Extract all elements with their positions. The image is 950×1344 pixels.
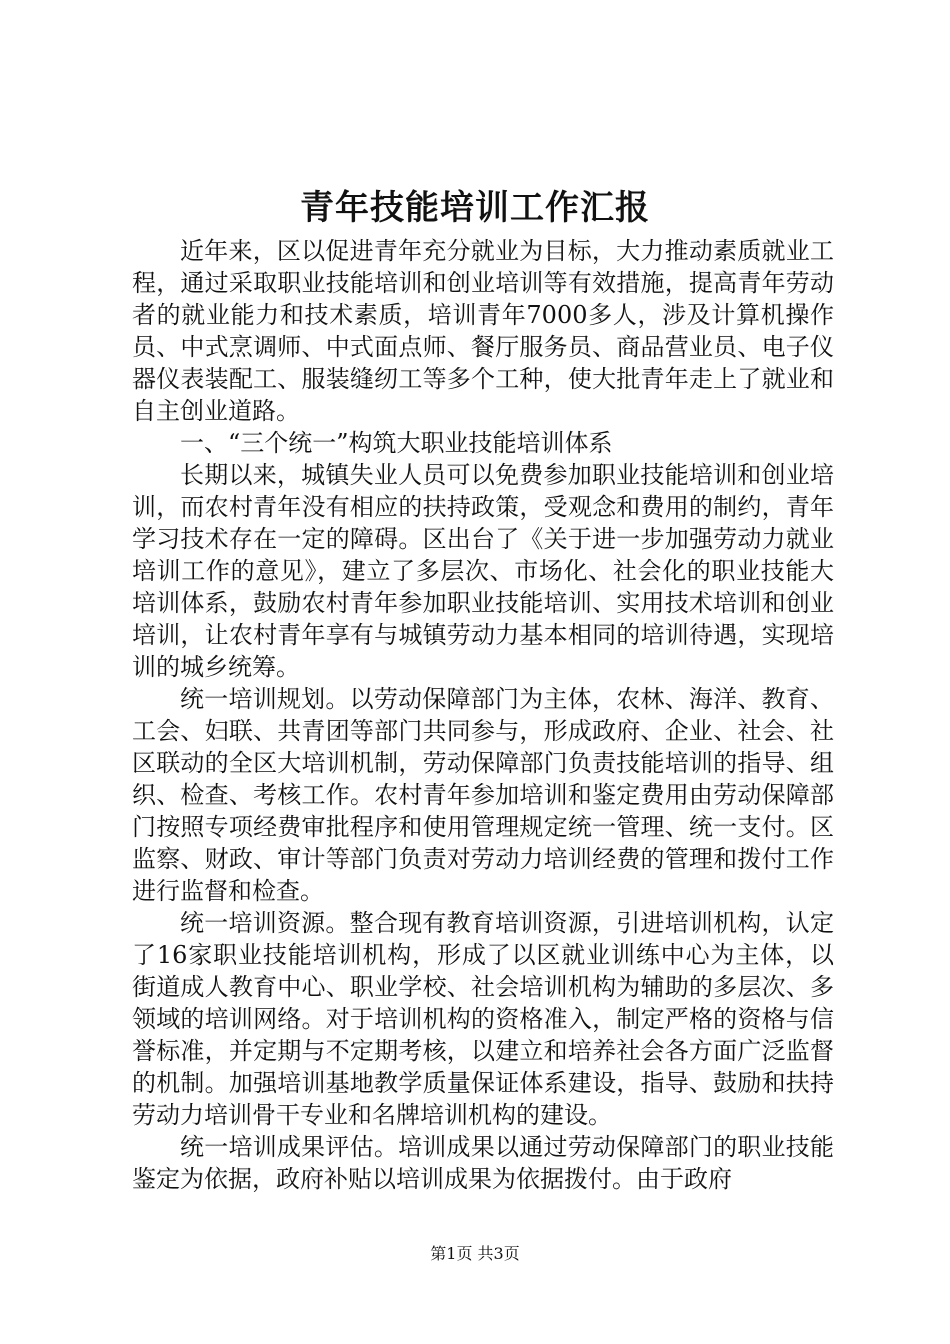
document-body: [132, 235, 834, 1195]
paragraph-intro: 近年来，区以促进青年充分就业为目标，大力推动素质就业工程，通过采取职业技能培训和创业培训等有效措施，提高青年劳动者的就业能力和技术素质，培训青年7000多人，涉及计算机操作员、中式烹调师、中式面点师、餐厅服务员、商品营业员、电子仪器仪表装配工、服装缝纫工等多个工种，使大批青年走上了就业和自主创业道路。: [132, 237, 834, 425]
paragraph-unified-evaluation: 统一培训成果评估。培训成果以通过劳动保障部门的职业技能鉴定为依据，政府补贴以培训成果为依据拨付。由于政府: [132, 1133, 834, 1193]
paragraph-unified-resources: 统一培训资源。整合现有教育培训资源，引进培训机构，认定了16家职业技能培训机构，形成了以区就业训练中心为主体，以街道成人教育中心、职业学校、社会培训机构为辅助的多层次、多领域的培训网络。对于培训机构的资格准入，制定严格的资格与信誉标准，并定期与不定期考核，以建立和培养社会各方面广泛监督的机制。加强培训基地教学质量保证体系建设，指导、鼓励和扶持劳动力培训骨干专业和名牌培训机构的建设。: [132, 909, 834, 1129]
section-heading: 一、“三个统一”构筑大职业技能培训体系: [180, 429, 613, 457]
paragraph-background: 长期以来，城镇失业人员可以免费参加职业技能培训和创业培训，而农村青年没有相应的扶持政策，受观念和费用的制约，青年学习技术存在一定的障碍。区出台了《关于进一步加强劳动力就业培训工作的意见》，建立了多层次、市场化、社会化的职业技能大培训体系，鼓励农村青年参加职业技能培训、实用技术培训和创业培训，让农村青年享有与城镇劳动力基本相同的培训待遇，实现培训的城乡统筹。: [132, 461, 834, 681]
document-title: 青年技能培训工作汇报: [300, 188, 650, 228]
paragraph-unified-planning: 统一培训规划。以劳动保障部门为主体，农林、海洋、教育、工会、妇联、共青团等部门共同参与，形成政府、企业、社会、社区联动的全区大培训机制，劳动保障部门负责技能培训的指导、组织、检查、考核工作。农村青年参加培训和鉴定费用由劳动保障部门按照专项经费审批程序和使用管理规定统一管理、统一支付。区监察、财政、审计等部门负责对劳动力培训经费的管理和拨付工作进行监督和检查。: [132, 685, 834, 905]
page-footer: 第1页 共3页: [430, 1244, 520, 1263]
